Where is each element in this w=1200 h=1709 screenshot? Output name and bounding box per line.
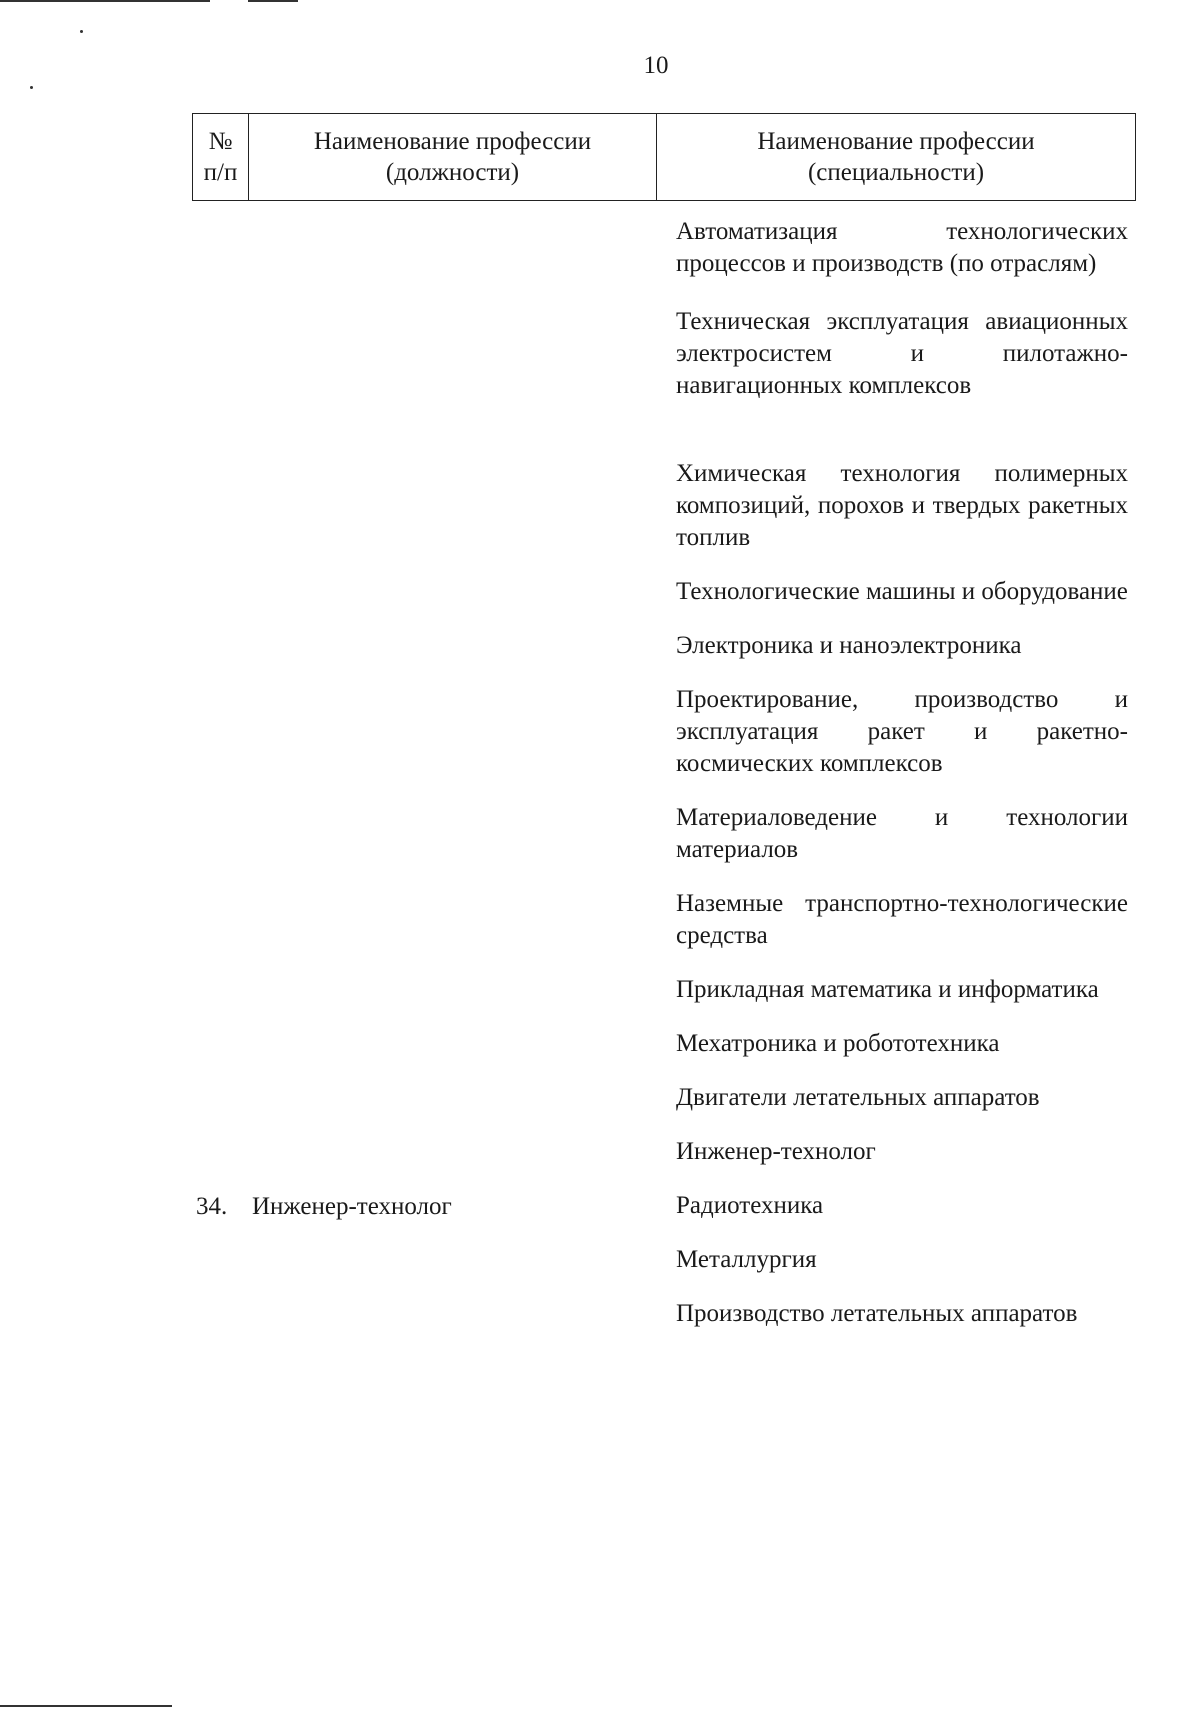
row-number: 34. [196,1193,228,1220]
specialty-item: Проектирование, производство и эксплуатация ракет и ракетно-космических комплексов [676,686,1128,777]
table-header [192,113,1136,201]
specialty-item: Инженер-технолог [676,1138,876,1165]
header-number-label: № п/п [203,128,238,186]
specialty-item: Наземные транспортно-технологические средства [676,890,1128,949]
header-position-label: Наименование профессии (должности) [313,128,592,186]
specialty-item: Двигатели летательных аппаратов [676,1084,1040,1111]
header-specialty-label: Наименование профессии (специальности) [757,128,1035,186]
specialty-item: Электроника и наноэлектроника [676,632,1022,659]
scan-edge-line [0,0,210,2]
scan-speck [30,86,33,89]
specialty-item: Металлургия [676,1246,817,1273]
specialty-item: Производство летательных аппаратов [676,1300,1078,1327]
specialty-item: Мехатроника и робототехника [676,1030,1000,1057]
specialty-item: Автоматизация технологических процессов и производств (по отраслям) [676,218,1128,277]
specialty-item: Радиотехника [676,1192,824,1219]
specialty-list [676,216,1128,1352]
specialty-item: Химическая технология полимерных композиций, порохов и твердых ракетных топлив [676,460,1128,551]
scan-edge-line [0,1705,172,1707]
specialty-item: Техническая эксплуатация авиационных электросистем и пилотажно-навигационных комплексов [676,308,1128,399]
specialty-item: Прикладная математика и информатика [676,976,1099,1003]
specialty-item: Технологические машины и оборудование [676,578,1128,605]
specialty-item: Материаловедение и технологии материалов [676,804,1128,863]
header-position-column [249,114,657,200]
header-number-column [193,114,249,200]
header-specialty-column [657,114,1135,200]
table-row [196,1193,656,1221]
page-number: 10 [643,52,669,79]
row-position: Инженер-технолог [252,1193,452,1220]
scan-speck [80,30,83,33]
scan-edge-line [248,0,298,2]
